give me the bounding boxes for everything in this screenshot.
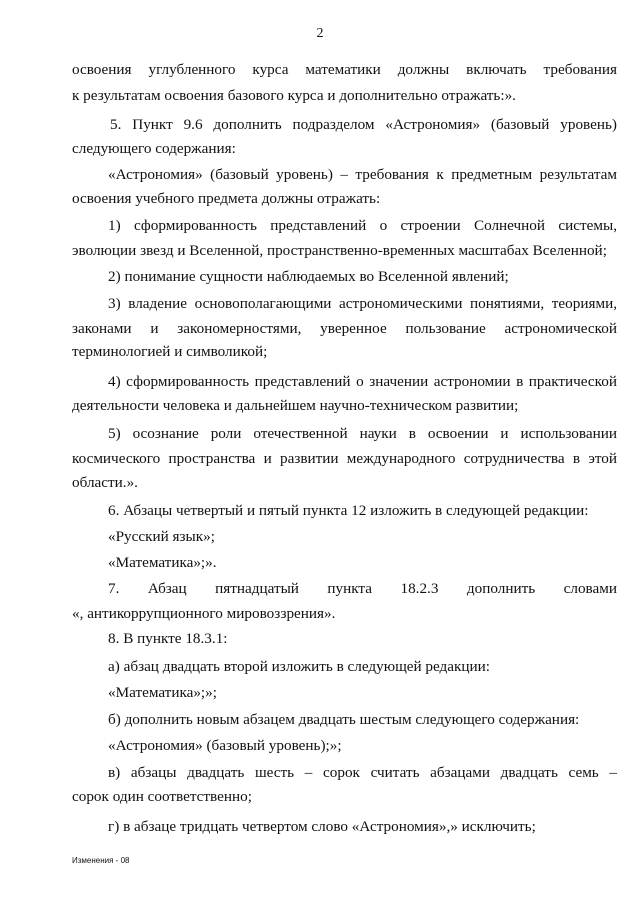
text-line: освоения углубленного курса математики должны включать требования	[72, 61, 617, 78]
text-line: 8. В пункте 18.3.1:	[108, 630, 228, 647]
text-line: 6. Абзацы четвертый и пятый пункта 12 изложить в следующей редакции:	[108, 502, 589, 519]
text-line: следующего содержания:	[72, 140, 236, 157]
text-line: «Математика»;»;	[108, 684, 217, 701]
text-line: б) дополнить новым абзацем двадцать шестым следующего содержания:	[108, 711, 580, 728]
text-line: сорок один соответственно;	[72, 788, 252, 805]
text-line: к результатам освоения базового курса и дополнительно отражать:».	[72, 87, 516, 104]
text-line: г) в абзаце тридцать четвертом слово «Астрономия»,» исключить;	[108, 818, 536, 835]
text-line: эволюции звезд и Вселенной, пространственно-временных масштабах Вселенной;	[72, 242, 607, 259]
text-line: 7. Абзац пятнадцатый пункта 18.2.3 дополнить словами	[108, 580, 617, 597]
text-line: в) абзацы двадцать шесть – сорок считать абзацами двадцать семь –	[108, 764, 617, 781]
page-number: 2	[316, 26, 324, 41]
text-line: «, антикоррупционного мировоззрения».	[72, 605, 336, 622]
text-line: освоения учебного предмета должны отражать:	[72, 190, 381, 207]
text-line: 4) сформированность представлений о значении астрономии в практической	[108, 373, 617, 390]
text-line: «Математика»;».	[108, 554, 217, 571]
text-line: «Русский язык»;	[108, 528, 215, 545]
text-line: «Астрономия» (базовый уровень) – требования к предметным результатам	[108, 166, 617, 183]
text-line: терминологией и символикой;	[72, 343, 268, 360]
text-line: 3) владение основополагающими астрономическими понятиями, теориями,	[108, 295, 617, 312]
text-line: 5. Пункт 9.6 дополнить подразделом «Астрономия» (базовый уровень)	[110, 116, 617, 133]
text-line: «Астрономия» (базовый уровень);»;	[108, 737, 342, 754]
text-line: области.».	[72, 474, 138, 491]
footer-label: Изменения - 08	[72, 856, 130, 865]
text-line: 2) понимание сущности наблюдаемых во Вселенной явлений;	[108, 268, 509, 285]
text-line: космического пространства и развитии международного сотрудничества в этой	[72, 450, 617, 467]
text-line: деятельности человека и дальнейшем научно-техническом развитии;	[72, 397, 519, 414]
text-line: 5) осознание роли отечественной науки в освоении и использовании	[108, 425, 617, 442]
text-line: 1) сформированность представлений о строении Солнечной системы,	[108, 217, 617, 234]
text-line: а) абзац двадцать второй изложить в следующей редакции:	[108, 658, 491, 675]
text-line: законами и закономерностями, уверенное пользование астрономической	[72, 320, 617, 337]
